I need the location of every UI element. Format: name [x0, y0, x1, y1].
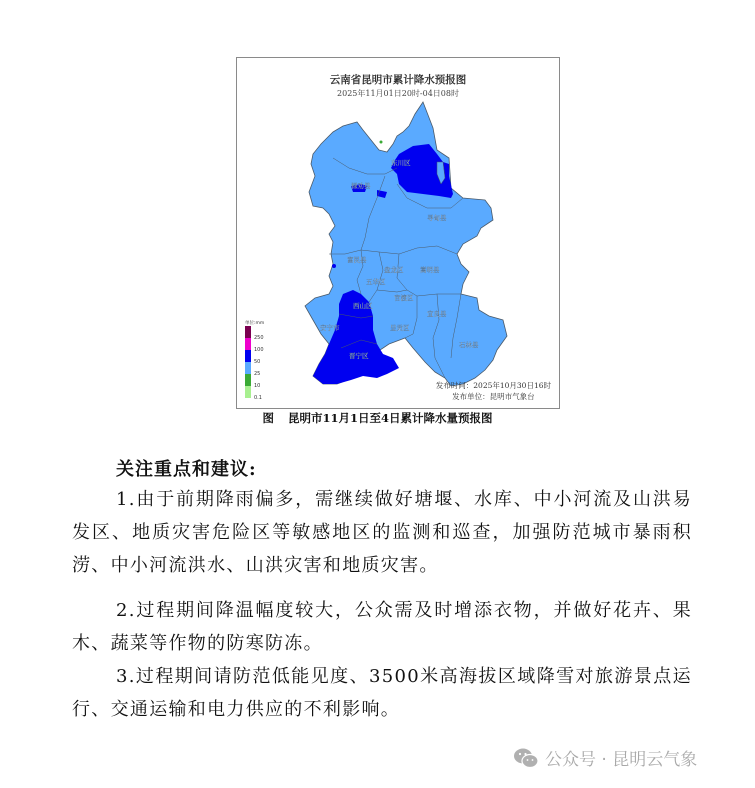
issuer: 发布单位：昆明市气象台	[452, 392, 535, 401]
district-label: 禄劝县	[351, 182, 371, 190]
district-label: 宜良县	[427, 310, 447, 318]
district-label: 晋宁区	[349, 352, 369, 360]
legend-swatch	[245, 326, 251, 338]
legend-label: 25	[254, 371, 261, 377]
district-label: 盘龙区	[384, 266, 404, 274]
issue-info	[436, 380, 551, 402]
wechat-icon	[513, 747, 539, 769]
kunming-map-shape	[237, 58, 561, 410]
caption-text: 昆明市11月1日至4日累计降水量预报图	[287, 411, 493, 425]
legend-swatch	[245, 350, 251, 362]
district-label: 寻甸县	[427, 214, 447, 222]
map-title: 云南省昆明市累计降水预报图	[329, 74, 467, 86]
district-label: 呈贡区	[390, 324, 410, 332]
legend-label: 10	[254, 383, 261, 389]
legend-item	[245, 371, 281, 389]
account-name: 公众号 · 昆明云气象	[545, 750, 698, 770]
legend-label: 100	[254, 347, 264, 353]
heavy-rain-spot	[332, 264, 336, 268]
advice-paragraph-3: 3.过程期间请防范低能见度、3500米高海拔区域降雪对旅游景点运行、交通运输和电力供应的不利影响。	[72, 666, 692, 720]
legend-item	[245, 383, 281, 401]
district-label: 官渡区	[394, 294, 414, 302]
figure-caption	[0, 410, 755, 426]
legend-item	[245, 326, 281, 341]
legend-label: 50	[254, 359, 261, 365]
legend-label: 0.1	[254, 395, 262, 401]
legend-swatch	[245, 374, 251, 386]
issue-time: 发布时间：2025年10月30日16时	[435, 381, 551, 390]
district-label: 富民县	[347, 256, 367, 264]
district-label: 东川区	[391, 159, 411, 167]
district-label: 石林县	[459, 341, 479, 349]
district-label: 西山区	[353, 302, 373, 310]
legend-item	[245, 359, 281, 377]
district-label: 安宁市	[320, 324, 340, 332]
legend-swatch	[245, 362, 251, 374]
light-rain-spot	[380, 141, 383, 144]
advice-paragraph-2: 2.过程期间降温幅度较大，公众需及时增添衣物，并做好花卉、果木、蔬菜等作物的防寒防冻。	[72, 600, 692, 654]
legend-swatch	[245, 338, 251, 350]
legend-label: 250	[254, 335, 264, 341]
section-heading: 关注重点和建议:	[116, 459, 257, 480]
wechat-account-watermark	[513, 745, 697, 770]
caption-prefix: 图	[262, 411, 274, 425]
district-label: 五华区	[366, 278, 386, 286]
advice-paragraph-1: 1.由于前期降雨偏多，需继续做好塘堰、水库、中小河流及山洪易发区、地质灾害危险区等敏感地区的监测和巡查，加强防范城市暴雨积涝、中小河流洪水、山洪灾害和地质灾害。	[72, 489, 692, 576]
precipitation-legend	[245, 320, 281, 401]
legend-unit: 单位:mm	[245, 321, 265, 326]
precipitation-forecast-map	[236, 57, 560, 409]
legend-swatch	[245, 386, 251, 398]
district-label: 嵩明县	[420, 266, 440, 274]
map-subtitle: 2025年11月01日20时-04日08时	[337, 89, 459, 98]
